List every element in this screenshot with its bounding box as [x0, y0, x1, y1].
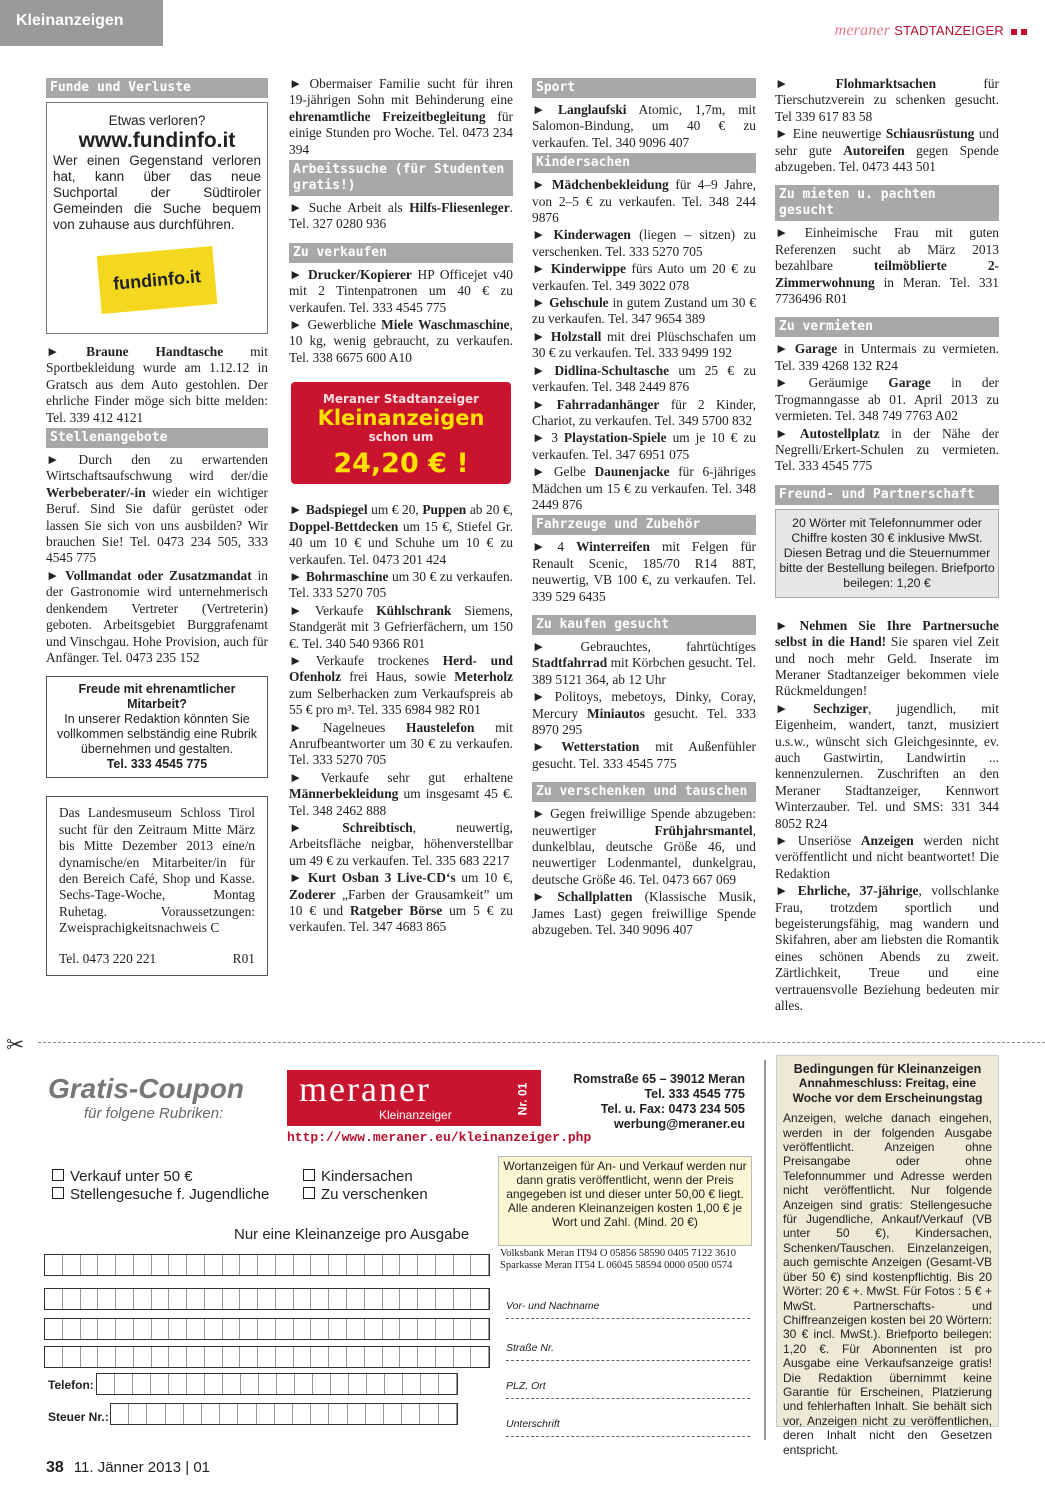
- list-item: ► Nagelneues Haustelefon mit Anrufbeantworter um 30 € zu verkaufen. Tel. 333 5270 705: [289, 719, 513, 768]
- list-item: ► Gelbe Daunenjacke für 6-jähriges Mädchen um 15 € zu verkaufen. Tel. 348 2449 876: [532, 464, 756, 512]
- terms-box: Bedingungen für Kleinanzeigen Annahmeschluss: Freitag, eine Woche vor dem Erscheinungstag Anzeigen, welche danach eingehen, werden in der folgenden Ausgabe veröffentlicht. Anzeigen ohne Preisangabe oder ohne Telefonnummer und Adresse werden nicht veröffentlicht. Nur folgende Anzeigen sind gratis: Stellengesuche für Jugendliche, Ankauf/Verkauf (VB unter 50 €), Kindersachen, Schenken/Tauschen. Einzelanzeigen, auch gemischte Anzeigen (Gesamt-VB über 50 €) sind kostenpflichtig. Bis 20 Wörter: 20 € +. MwSt. Für Fotos : 5 € + MwSt. Partnerschafts- und Chiffreanzeigen kosten bei 20 Wörtern: 30 € incl. MwSt.). Briefporto beilegen: 1,20 €. Für Abonnenten ist pro Ausgabe eine Verkaufsanzeige gratis! Die Redaktion übernimmt keine Garantie für Erscheinen, Platzierung und fehlerhaften Inhalt. Sie behält sich vor, Anzeigen nicht zu veröffentlichen, deren Inhalt nicht den Gesetzen entspricht.: [776, 1055, 999, 1427]
- checkbox-verkauf[interactable]: Verkauf unter 50 €: [52, 1168, 269, 1186]
- checkbox-group-2: [303, 1168, 428, 1204]
- text-grid-row[interactable]: [44, 1318, 490, 1340]
- rubric-arbeitssuche: Arbeitssuche (für Studenten gratis!): [289, 160, 513, 196]
- conditions-box: Wortanzeigen für An- und Verkauf werden nur dann gratis veröffentlicht, wenn der Preis angegeben ist und dieser unter 50,00 € liegt. Alle anderen Kleinanzeigen kosten 1,00 € je Wort und Zahl. (Mind. 20 €): [498, 1156, 752, 1246]
- column-3: [532, 76, 756, 939]
- list-item: ► Kurt Osban 3 Live-CD‘s um 10 €, Zoderer „Farben der Grausamkeit” um 10 € und Ratgeber Börse um 5 € zu verkaufen. Tel. 347 4683 865: [289, 870, 514, 935]
- list-item: ► Bohrmaschine um 30 € zu verkaufen. Tel. 333 5270 705: [289, 568, 513, 601]
- rubric-fahrzeuge: Fahrzeuge und Zubehör: [532, 515, 756, 535]
- coupon-address: Romstraße 65 – 39012 Meran Tel. 333 4545 775 Tel. u. Fax: 0473 234 505 werbung@meraner.eu: [573, 1072, 745, 1131]
- list-item: ► Verkaufe sehr gut erhaltene Männerbekleidung um insgesamt 45 €. Tel. 348 2462 888: [289, 769, 513, 818]
- rubric-funde: Funde und Verluste: [46, 78, 268, 98]
- divider: [764, 1060, 766, 1440]
- list-item: ► Autostellplatz in der Nähe der Negrelli/Erkert-Schulen zu vermieten. Tel. 333 4545 775: [775, 425, 999, 474]
- checkbox-verschenken[interactable]: Zu verschenken: [303, 1186, 428, 1204]
- list-item: ► Ehrliche, 37-jährige, vollschlanke Frau, trotzdem sportlich und begeisterungsfähig, mag wandern und Skifahren, aber am liebsten die Romantik eines schönen Abends zu zweit. Zärtlichkeit, Treue und eine vertrauensvolle Beziehung bedeuten mir alles.: [775, 883, 999, 1014]
- phone-label: Telefon:: [48, 1378, 94, 1392]
- fundinfo-logo: fundinfo.it: [97, 246, 218, 314]
- phone-field[interactable]: [96, 1373, 458, 1395]
- section-tab: Kleinanzeigen: [0, 0, 163, 46]
- fundinfo-url[interactable]: www.fundinfo.it: [78, 129, 236, 152]
- list-item: ► Gebrauchtes, fahrtüchtiges Stadtfahrrad mit Körbchen gesucht. Tel. 389 5121 364, ab 12 Uhr: [532, 638, 756, 687]
- list-item: ► Wetterstation mit Außenfühler gesucht. Tel. 333 4545 775: [532, 739, 756, 771]
- text-grid-row[interactable]: [44, 1288, 490, 1310]
- rubric-kindersachen: Kindersachen: [532, 153, 756, 173]
- list-item: ► Gewerbliche Miele Waschmaschine, 10 kg, wenig gebraucht, zu verkaufen. Tel. 338 6675 600 A10: [289, 317, 513, 365]
- list-item: ► Durch den zu erwartenden Wirtschaftsaufschwung wird der/die Werbeberater/-in wieder ein wichtiger Beruf. Sind Sie dafür gerüstet oder lassen Sie sich von uns ausbilden? Wir brauchen Sie! Tel. 0473 234 505, 333 4545 775: [46, 452, 268, 566]
- street-field[interactable]: Straße Nr.: [506, 1342, 750, 1361]
- list-item: ► Fahrradanhänger für 2 Kinder, Chariot, zu verkaufen. Tel. 349 5700 832: [532, 396, 756, 428]
- rubric-verschenken: Zu verschenken und tauschen: [532, 782, 756, 802]
- list-item: ► Badspiegel um € 20, Puppen ab 20 €, Doppel-Bettdecken um 15 €, Stiefel Gr. 40 um 10 € und Schuhe um 10 € zu verkaufen. Tel. 0473 201 424: [289, 502, 513, 567]
- cut-line: [38, 1042, 1045, 1043]
- list-item: ► Kinderwippe fürs Auto um 20 € zu verkaufen. Tel. 349 3022 078: [532, 261, 756, 293]
- list-item: ► Drucker/Kopierer HP Officejet v40 mit 2 Tintenpatronen um 40 € zu verkaufen. Tel. 333 4545 775: [289, 266, 513, 315]
- list-item: ► 4 Winterreifen mit Felgen für Renault Scenic, 185/70 R14 88T, neuwertig, VB 100 €, zu verkaufen. Tel. 339 529 6435: [532, 539, 757, 604]
- list-item: ► Nehmen Sie Ihre Partnersuche selbst in die Hand! Sie sparen viel Zeit und noch mehr Geld. Inserate im Meraner Stadtanzeiger bekommen viele Rückmeldungen!: [775, 617, 1000, 699]
- list-item: ► Eine neuwertige Schiausrüstung und sehr gute Autoreifen gegen Spende abzugeben. Tel. 0473 443 501: [775, 126, 999, 175]
- checkbox-kindersachen[interactable]: Kindersachen: [303, 1168, 428, 1186]
- rubric-vermieten: Zu vermieten: [775, 317, 999, 337]
- rubric-zu-kaufen: Zu kaufen gesucht: [532, 615, 756, 635]
- page-footer: 38 11. Jänner 2013 | 01: [46, 1459, 211, 1476]
- meraner-logo: meraner Kleinanzeiger Nr. 01: [287, 1070, 541, 1126]
- list-item: ► Didlina-Schultasche um 25 € zu verkaufen. Tel. 348 2449 876: [532, 362, 756, 395]
- museum-ad: Das Landesmuseum Schloss Tirol sucht für den Zeitraum Mitte März bis Mitte Dezember 2013 eine/n dynamische/en Mitarbeiter/in für den Bereich Café, Shop und Kasse. Sechs-Tage-Woche, Montag Ruhetag. Voraussetzungen: Zweisprachigkeitsnachweis C Tel. 0473 220 221 R01: [46, 796, 268, 976]
- list-item: ► Braune Handtasche mit Sportbekleidung wurde am 1.12.12 in Gratsch aus dem Auto gestohlen. Der ehrliche Finder möge sich bitte melden: Tel. 339 412 4121: [46, 344, 268, 425]
- list-item: ► Kinderwagen (liegen – sitzen) zu verschenken. Tel. 333 5270 705: [532, 227, 756, 259]
- text-grid-row[interactable]: [44, 1346, 490, 1368]
- coupon-subtitle: für folgene Rubriken:: [84, 1105, 224, 1122]
- list-item: ► Einheimische Frau mit guten Referenzen sucht ab März 2013 bezahlbare teilmöblierte 2-Zimmerwohnung in Meran. Tel. 331 7736496 R01: [775, 225, 999, 307]
- list-item: ► Verkaufe trockenes Herd- und Ofenholz frei Haus, sowie Meterholz zum Selberhacken zum Verkaufspreis ab 55 € pro m³. Tel. 335 6984 982 R01: [289, 652, 513, 718]
- list-item: ► Unseriöse Anzeigen werden nicht veröffentlicht und nicht beantwortet! Die Redaktion: [775, 833, 999, 881]
- list-item: ► Garage in Untermais zu vermieten. Tel. 339 4268 132 R24: [775, 341, 999, 373]
- rubric-zu-verkaufen: Zu verkaufen: [289, 243, 513, 263]
- column-4: [775, 76, 999, 1015]
- rubric-mieten-gesucht: Zu mieten u. pachten gesucht: [775, 185, 999, 221]
- list-item: ► Vollmandat oder Zusatzmandat in der Gastronomie wird unternehmerisch denkendem Vertreter (Vertreterin) geboten. Arbeitsgebiet Burggrafenamt und Vinschgau. Hohe Provision, auch für Anfänger. Tel. 0473 235 152: [46, 567, 269, 665]
- list-item: ► Flohmarktsachen für Tierschutzverein zu schenken gesucht. Tel 339 617 83 58: [775, 76, 999, 124]
- column-2: [289, 76, 513, 937]
- tax-field[interactable]: [110, 1403, 458, 1425]
- city-field[interactable]: PLZ, Ort: [506, 1380, 750, 1399]
- coupon-url[interactable]: http://www.meraner.eu/kleinanzeiger.php: [287, 1130, 592, 1145]
- name-field[interactable]: Vor- und Nachname: [506, 1300, 750, 1319]
- rubric-sport: Sport: [532, 78, 756, 98]
- one-ad-note: Nur eine Kleinanzeige pro Ausgabe: [234, 1226, 470, 1243]
- column-1: [46, 76, 268, 976]
- fundinfo-ad: Etwas verloren? www.fundinfo.it Wer einen Gegenstand verloren hat, kann über das neue Suchportal der Südtiroler Gemeinden die Suche bequem von zuhause aus durchführen. fundinfo.it: [46, 102, 268, 334]
- list-item: ► Holzstall mit drei Plüschschafen um 30 € zu verkaufen. Tel. 333 9499 192: [532, 328, 756, 361]
- partnership-price-box: 20 Wörter mit Telefonnummer oder Chiffre kosten 30 € inklusive MwSt. Diesen Betrag und die Steuernummer bitte der Bestellung beilegen. Briefporto beilegen: 1,20 €: [775, 509, 999, 598]
- bank-details: Volksbank Meran IT94 O 05856 58590 0405 7122 3610 Sparkasse Meran IT54 L 06045 58594 0000 0500 0574: [500, 1248, 737, 1271]
- list-item: ► Verkaufe Kühlschrank Siemens, Standgerät mit 3 Gefrierfächern, um 150 €. Tel. 340 540 9366 R01: [289, 602, 513, 651]
- list-item: ► Mädchenbekleidung für 4–9 Jahre, von 2–5 € zu verkaufen. Tel. 348 244 9876: [532, 177, 756, 226]
- coupon-title: Gratis-Coupon: [48, 1073, 244, 1104]
- scissors-icon: ✂: [6, 1032, 25, 1057]
- volunteer-box: Freude mit ehrenamtlicher Mitarbeit? In unserer Redaktion könnten Sie vollkommen selbständig eine Rubrik übernehmen und gestalten. Tel. 333 4545 775: [46, 676, 268, 778]
- signature-field[interactable]: Unterschrift: [506, 1418, 750, 1437]
- text-grid-row[interactable]: [44, 1254, 490, 1276]
- rubric-stellenangebote: Stellenangebote: [46, 428, 268, 448]
- list-item: ► Gegen freiwillige Spende abzugeben: neuwertiger Frühjahrsmantel, dunkelblau, deutsche Größe 46, und neuwertiger Lodenmantel, dunkelgrau, deutsche Größe 46. Tel. 0473 667 069: [532, 806, 757, 887]
- list-item: ► Gehschule in gutem Zustand um 30 € zu verkaufen. Tel. 347 9654 389: [532, 295, 756, 327]
- list-item: ► Schreibtisch, neuwertig, Arbeitsfläche neigbar, höhenverstellbar um 49 € zu verkaufen. Tel. 335 683 2217: [289, 820, 513, 868]
- promo-box: Meraner Stadtanzeiger Kleinanzeigen schon um 24,20 € !: [291, 382, 511, 484]
- list-item: ► Politoys, mebetoys, Dinky, Coray, Mercury Miniautos gesucht. Tel. 333 8970 295: [532, 689, 756, 737]
- brand-logo: meraner STADTANZEIGER: [835, 22, 1027, 40]
- list-item: ► Obermaiser Familie sucht für ihren 19-jährigen Sohn mit Behinderung eine ehrenamtliche Freizeitbegleitung für einige Stunden pro Woche. Tel. 0473 234 394: [289, 76, 514, 157]
- checkbox-stellengesuche[interactable]: Stellengesuche f. Jugendliche: [52, 1186, 269, 1204]
- list-item: ► Langlaufski Atomic, 1,7m, mit Salomon-Bindung, um 40 € zu verkaufen. Tel. 340 9096 407: [532, 102, 756, 150]
- tax-label: Steuer Nr.:: [48, 1410, 109, 1424]
- list-item: ► Geräumige Garage in der Trogmanngasse ab 01. April 2013 zu vermieten. Tel. 348 749 7763 A02: [775, 375, 999, 424]
- checkbox-group-1: [52, 1168, 269, 1204]
- list-item: ► Schallplatten (Klassische Musik, James Last) gegen freiwillige Spende abzugeben. Tel. 340 9096 407: [532, 889, 756, 938]
- list-item: ► 3 Playstation-Spiele um je 10 € zu verkaufen. Tel. 347 6951 075: [532, 430, 756, 462]
- list-item: ► Sechziger, jugendlich, mit Eigenheim, wandert, tanzt, musiziert u.s.w., wünscht sich Gleichgesinnte, ev. auch Gastwirtin, Landwirtin ... kennenzulernen. Zuschriften an den Meraner Stadtanzeiger, Kennwort Winterzauber. Tel. und SMS: 331 344 8052 R24: [775, 700, 999, 831]
- list-item: ► Suche Arbeit als Hilfs-Fliesenleger. Tel. 327 0280 936: [289, 200, 513, 232]
- rubric-partnerschaft: Freund- und Partnerschaft: [775, 485, 999, 505]
